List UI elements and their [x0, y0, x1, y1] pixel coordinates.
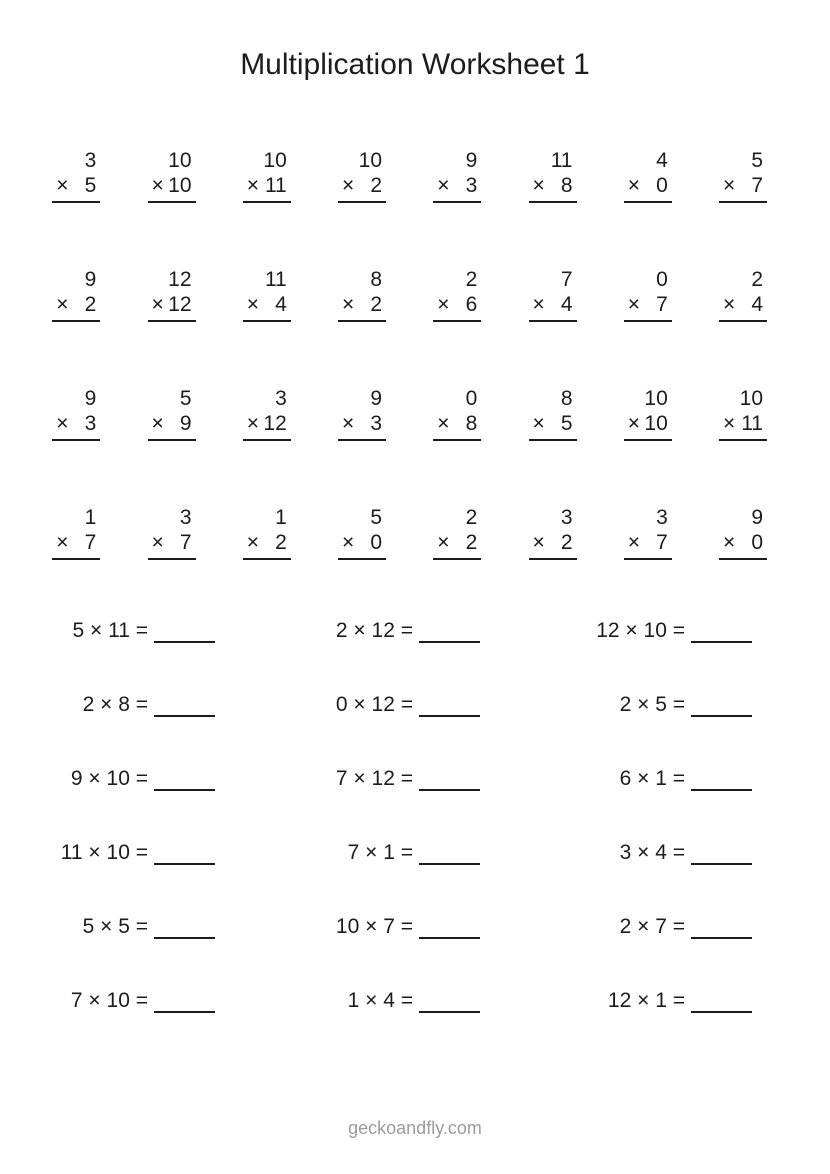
equals-sign: =	[135, 915, 148, 938]
multiplicand: 8	[560, 387, 573, 410]
multiplicand: 5	[370, 506, 382, 529]
multiplier: 2	[560, 531, 573, 554]
equation	[0, 618, 215, 644]
vertical-problem	[433, 386, 481, 441]
multiplicand: 2	[751, 268, 763, 291]
multiply-icon: ×	[365, 841, 378, 864]
multiplier: 7	[84, 531, 97, 554]
answer-blank	[691, 915, 752, 939]
answer-line	[338, 201, 386, 203]
equation	[215, 914, 480, 940]
multiplicand: 9	[84, 268, 97, 291]
factor-b: 1	[655, 989, 667, 1012]
multiply-icon: ×	[88, 767, 101, 790]
multiplicand: 2	[465, 506, 478, 529]
answer-line	[719, 201, 767, 203]
vertical-problem	[243, 148, 291, 203]
factor-a: 2	[335, 619, 348, 642]
equation	[480, 766, 752, 792]
multiply-icon: ×	[723, 412, 736, 435]
multiply-icon: ×	[100, 693, 113, 716]
equals-sign: =	[135, 767, 148, 790]
factor-a: 12	[596, 619, 620, 642]
multiply-icon: ×	[637, 915, 650, 938]
vertical-problem	[52, 148, 100, 203]
answer-line	[624, 558, 672, 560]
answer-line	[529, 320, 577, 322]
multiplier: 2	[84, 293, 97, 316]
multiply-icon: ×	[353, 693, 366, 716]
equations-row	[0, 840, 752, 866]
multiply-icon: ×	[627, 531, 641, 554]
multiply-icon: ×	[56, 293, 69, 316]
factor-b: 4	[383, 989, 395, 1012]
multiplier: 5	[560, 412, 573, 435]
vertical-problem	[338, 148, 386, 203]
answer-blank	[154, 989, 215, 1013]
equation	[480, 840, 752, 866]
answer-line	[719, 439, 767, 441]
vertical-problems-row	[5, 505, 767, 560]
multiplicand: 1	[84, 506, 97, 529]
vertical-problem	[148, 267, 196, 322]
answer-line	[529, 439, 577, 441]
multiplicand: 9	[751, 506, 763, 529]
answer-line	[148, 558, 196, 560]
vertical-problem	[52, 505, 100, 560]
answer-blank	[154, 693, 215, 717]
equals-sign: =	[400, 841, 413, 864]
multiplier: 11	[741, 412, 763, 435]
vertical-problem	[719, 505, 767, 560]
multiply-icon: ×	[342, 412, 355, 435]
factor-a: 12	[607, 989, 632, 1012]
factor-a: 5	[82, 915, 95, 938]
multiply-icon: ×	[532, 531, 545, 554]
multiply-icon: ×	[637, 767, 650, 790]
equation	[480, 618, 752, 644]
multiplier: 2	[275, 531, 287, 554]
multiply-icon: ×	[637, 693, 650, 716]
multiply-icon: ×	[532, 293, 545, 316]
answer-line	[719, 558, 767, 560]
equals-sign: =	[672, 989, 685, 1012]
multiply-icon: ×	[437, 412, 450, 435]
equation	[215, 692, 480, 718]
equals-sign: =	[672, 767, 685, 790]
factor-a: 3	[619, 841, 632, 864]
multiplier: 7	[751, 174, 763, 197]
answer-blank	[419, 915, 480, 939]
vertical-problem	[624, 386, 672, 441]
multiplicand: 0	[465, 387, 478, 410]
vertical-problem	[243, 505, 291, 560]
multiply-icon: ×	[437, 293, 450, 316]
answer-line	[338, 558, 386, 560]
multiplier: 4	[275, 293, 287, 316]
multiplier: 3	[465, 174, 478, 197]
factor-b: 8	[118, 693, 130, 716]
multiplicand: 10	[358, 149, 382, 172]
factor-b: 4	[655, 841, 667, 864]
answer-line	[719, 320, 767, 322]
answer-blank	[691, 989, 752, 1013]
equations-row	[0, 914, 752, 940]
multiply-icon: ×	[625, 619, 638, 642]
answer-blank	[419, 693, 480, 717]
answer-line	[624, 320, 672, 322]
equals-sign: =	[135, 841, 148, 864]
multiply-icon: ×	[246, 412, 260, 435]
multiply-icon: ×	[353, 619, 366, 642]
multiplicand: 4	[656, 149, 668, 172]
multiply-icon: ×	[723, 293, 736, 316]
vertical-problem	[148, 148, 196, 203]
answer-line	[243, 439, 291, 441]
multiplicand: 12	[168, 268, 192, 291]
multiplicand: 11	[550, 149, 573, 172]
answer-line	[148, 201, 196, 203]
vertical-problem	[148, 386, 196, 441]
answer-blank	[419, 619, 480, 643]
multiply-icon: ×	[56, 174, 69, 197]
multiplier: 8	[465, 412, 478, 435]
multiplier: 10	[644, 412, 668, 435]
vertical-problem	[338, 267, 386, 322]
answer-line	[148, 439, 196, 441]
multiply-icon: ×	[88, 841, 101, 864]
multiply-icon: ×	[365, 989, 378, 1012]
vertical-problem	[52, 386, 100, 441]
factor-a: 11	[60, 841, 83, 864]
answer-blank	[419, 767, 480, 791]
factor-a: 2	[619, 915, 632, 938]
vertical-problems-section	[5, 148, 767, 560]
equation	[0, 840, 215, 866]
answer-line	[433, 201, 481, 203]
multiply-icon: ×	[532, 174, 545, 197]
multiplier: 0	[370, 531, 382, 554]
multiply-icon: ×	[100, 915, 113, 938]
multiplicand: 10	[644, 387, 668, 410]
equation	[480, 914, 752, 940]
equation	[0, 692, 215, 718]
vertical-problem	[719, 267, 767, 322]
equals-sign: =	[672, 841, 685, 864]
factor-a: 7	[347, 841, 360, 864]
vertical-problems-row	[5, 148, 767, 203]
answer-line	[52, 558, 100, 560]
equals-sign: =	[400, 767, 413, 790]
factor-b: 5	[655, 693, 667, 716]
answer-blank	[154, 619, 215, 643]
multiplicand: 1	[275, 506, 287, 529]
page-title: Multiplication Worksheet 1	[240, 48, 590, 81]
multiplier: 2	[370, 174, 382, 197]
vertical-problem	[433, 148, 481, 203]
equals-sign: =	[135, 619, 148, 642]
multiply-icon: ×	[342, 531, 355, 554]
multiplier: 11	[264, 174, 287, 197]
vertical-problem	[243, 386, 291, 441]
equation	[215, 840, 480, 866]
vertical-problem	[148, 505, 196, 560]
factor-b: 1	[655, 767, 667, 790]
equals-sign: =	[672, 693, 685, 716]
multiplicand: 3	[84, 149, 97, 172]
equation	[0, 914, 215, 940]
multiply-icon: ×	[627, 293, 641, 316]
multiply-icon: ×	[637, 989, 650, 1012]
multiplier: 5	[84, 174, 97, 197]
equals-sign: =	[672, 915, 685, 938]
answer-blank	[154, 767, 215, 791]
factor-b: 1	[383, 841, 395, 864]
multiplier: 8	[560, 174, 573, 197]
answer-line	[529, 558, 577, 560]
vertical-problem	[719, 148, 767, 203]
vertical-problem	[433, 267, 481, 322]
factor-a: 5	[72, 619, 85, 642]
factor-b: 12	[371, 767, 395, 790]
equals-sign: =	[400, 693, 413, 716]
multiplicand: 10	[168, 149, 192, 172]
multiply-icon: ×	[437, 174, 450, 197]
multiplier: 3	[370, 412, 382, 435]
footer-text: geckoandfly.com	[348, 1118, 482, 1138]
multiplicand: 9	[84, 387, 97, 410]
multiplicand: 3	[275, 387, 287, 410]
multiplier: 12	[263, 412, 287, 435]
multiplier: 0	[751, 531, 763, 554]
answer-line	[243, 201, 291, 203]
multiplicand: 10	[263, 149, 287, 172]
factor-a: 9	[70, 767, 83, 790]
multiply-icon: ×	[365, 915, 378, 938]
multiply-icon: ×	[151, 531, 164, 554]
equation	[480, 988, 752, 1014]
vertical-problem	[719, 386, 767, 441]
factor-b: 5	[118, 915, 130, 938]
factor-a: 7	[335, 767, 348, 790]
answer-blank	[691, 693, 752, 717]
factor-b: 12	[371, 619, 395, 642]
vertical-problem	[433, 505, 481, 560]
multiplier: 12	[168, 293, 192, 316]
multiplicand: 8	[370, 268, 382, 291]
multiply-icon: ×	[723, 174, 736, 197]
answer-blank	[419, 989, 480, 1013]
multiplicand: 5	[751, 149, 763, 172]
answer-line	[624, 201, 672, 203]
equations-row	[0, 692, 752, 718]
multiplicand: 9	[370, 387, 382, 410]
equation	[480, 692, 752, 718]
answer-line	[624, 439, 672, 441]
multiplicand: 9	[465, 149, 478, 172]
factor-a: 7	[70, 989, 83, 1012]
answer-line	[148, 320, 196, 322]
factor-b: 11	[108, 619, 130, 642]
multiply-icon: ×	[151, 293, 164, 316]
multiplicand: 10	[739, 387, 763, 410]
multiply-icon: ×	[151, 174, 164, 197]
vertical-problem	[243, 267, 291, 322]
multiply-icon: ×	[342, 174, 355, 197]
multiply-icon: ×	[637, 841, 650, 864]
factor-b: 10	[643, 619, 667, 642]
multiply-icon: ×	[353, 767, 366, 790]
vertical-problem	[529, 386, 577, 441]
answer-line	[338, 320, 386, 322]
multiplicand: 7	[560, 268, 573, 291]
answer-line	[52, 439, 100, 441]
equations-row	[0, 766, 752, 792]
equals-sign: =	[135, 989, 148, 1012]
vertical-problem	[52, 267, 100, 322]
answer-blank	[154, 915, 215, 939]
factor-b: 12	[371, 693, 395, 716]
factor-a: 1	[347, 989, 360, 1012]
multiply-icon: ×	[437, 531, 450, 554]
answer-blank	[419, 841, 480, 865]
equals-sign: =	[672, 619, 685, 642]
answer-line	[52, 201, 100, 203]
multiplier: 2	[465, 531, 478, 554]
factor-a: 2	[619, 693, 632, 716]
horizontal-equations-section	[0, 618, 752, 1014]
multiply-icon: ×	[89, 619, 103, 642]
multiplicand: 5	[179, 387, 192, 410]
equation	[0, 988, 215, 1014]
multiplicand: 3	[560, 506, 573, 529]
vertical-problem	[338, 505, 386, 560]
multiplier: 7	[656, 293, 668, 316]
equals-sign: =	[400, 619, 413, 642]
factor-b: 7	[655, 915, 667, 938]
multiplier: 2	[370, 293, 382, 316]
answer-line	[243, 320, 291, 322]
factor-b: 10	[106, 841, 130, 864]
answer-line	[243, 558, 291, 560]
multiplier: 3	[84, 412, 97, 435]
multiplier: 9	[179, 412, 192, 435]
multiply-icon: ×	[246, 293, 260, 316]
multiplicand: 0	[656, 268, 668, 291]
multiply-icon: ×	[627, 412, 641, 435]
multiplier: 4	[751, 293, 763, 316]
vertical-problem	[529, 267, 577, 322]
factor-b: 7	[383, 915, 395, 938]
vertical-problem	[338, 386, 386, 441]
answer-line	[433, 439, 481, 441]
answer-line	[529, 201, 577, 203]
equation	[215, 988, 480, 1014]
equations-row	[0, 618, 752, 644]
multiplicand: 3	[179, 506, 192, 529]
multiply-icon: ×	[56, 531, 69, 554]
factor-a: 10	[335, 915, 360, 938]
multiplier: 0	[656, 174, 668, 197]
multiply-icon: ×	[532, 412, 545, 435]
answer-line	[52, 320, 100, 322]
multiply-icon: ×	[56, 412, 69, 435]
equals-sign: =	[400, 989, 413, 1012]
equation	[0, 766, 215, 792]
vertical-problems-row	[5, 386, 767, 441]
vertical-problem	[529, 148, 577, 203]
factor-a: 6	[619, 767, 632, 790]
answer-line	[433, 558, 481, 560]
answer-blank	[691, 619, 752, 643]
answer-line	[433, 320, 481, 322]
multiplicand: 11	[264, 268, 287, 291]
multiplier: 6	[465, 293, 478, 316]
multiply-icon: ×	[88, 989, 101, 1012]
vertical-problem	[624, 267, 672, 322]
factor-b: 10	[106, 767, 130, 790]
equals-sign: =	[135, 693, 148, 716]
multiplier: 10	[168, 174, 192, 197]
equations-row	[0, 988, 752, 1014]
multiply-icon: ×	[151, 412, 164, 435]
answer-blank	[154, 841, 215, 865]
factor-b: 10	[106, 989, 130, 1012]
vertical-problems-row	[5, 267, 767, 322]
multiplier: 4	[560, 293, 573, 316]
factor-a: 2	[82, 693, 95, 716]
vertical-problem	[529, 505, 577, 560]
multiply-icon: ×	[627, 174, 641, 197]
vertical-problem	[624, 505, 672, 560]
answer-line	[338, 439, 386, 441]
multiplicand: 2	[465, 268, 478, 291]
multiplier: 7	[656, 531, 668, 554]
multiply-icon: ×	[246, 531, 260, 554]
equation	[215, 618, 480, 644]
vertical-problem	[624, 148, 672, 203]
answer-blank	[691, 767, 752, 791]
equation	[215, 766, 480, 792]
multiplicand: 3	[656, 506, 668, 529]
multiply-icon: ×	[723, 531, 736, 554]
answer-blank	[691, 841, 752, 865]
multiply-icon: ×	[246, 174, 260, 197]
factor-a: 0	[335, 693, 348, 716]
equals-sign: =	[400, 915, 413, 938]
multiplier: 7	[179, 531, 192, 554]
multiply-icon: ×	[342, 293, 355, 316]
